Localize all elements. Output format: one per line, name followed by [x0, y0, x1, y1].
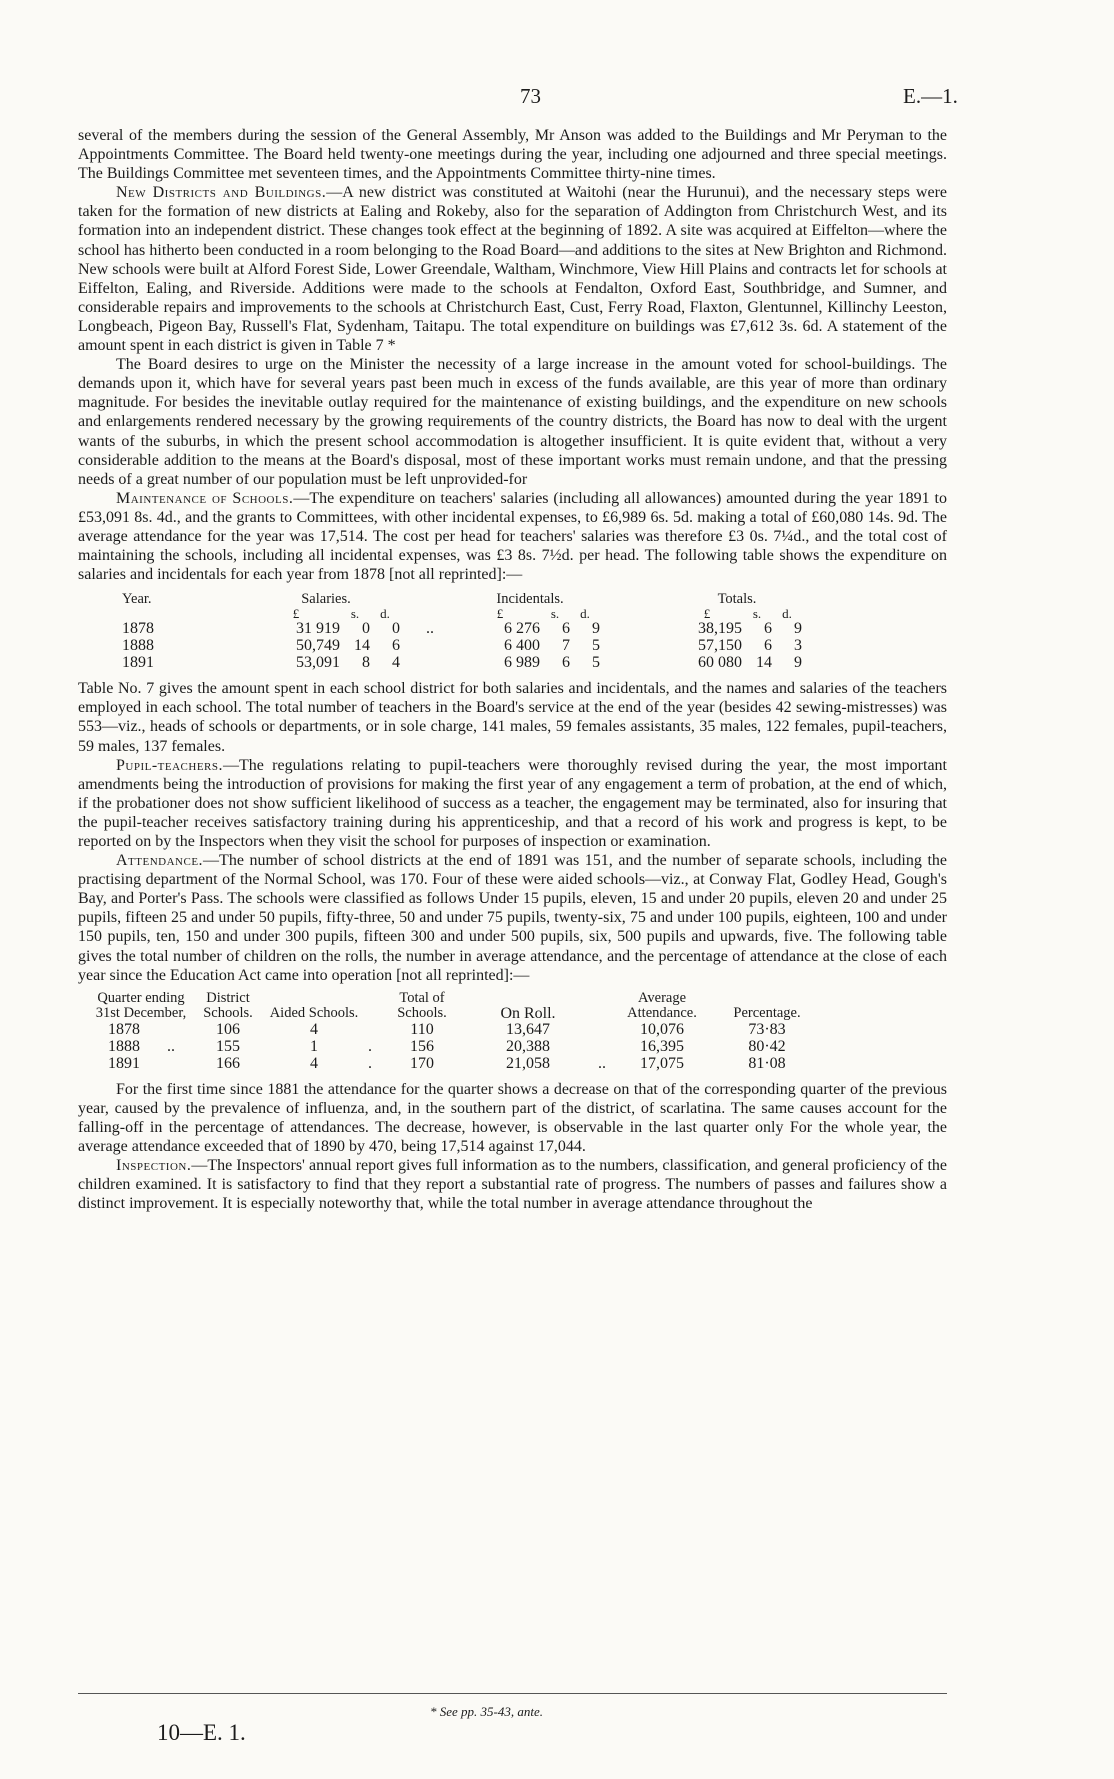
table-cell — [600, 654, 672, 671]
table-cell: . — [368, 1054, 372, 1072]
table-cell: 73·83 — [748, 1020, 786, 1038]
paragraph-pupil-teachers: Pupil-teachers.—The regulations relating to pupil-teachers were thoroughly revised during the year, the most important amendments being the introduction of provisions for making the first year of any engagement a term of probation, at the end of which, if the probationer does not show sufficient likelihood of success as a teacher, the engagement may be terminated, also for insuring that the pupil-teacher receives satisfactory training during his apprenticeship, and that a record of his work and progress is kept, to be reported on by the Inspectors when they visit the school for purposes of inspection or examination. — [78, 756, 947, 850]
table-cell: 5 — [592, 637, 600, 655]
table-cell: 20,388 — [506, 1037, 550, 1055]
table-cell: 6 989 — [504, 654, 540, 672]
table-cell — [592, 1021, 612, 1038]
body-text — [78, 126, 947, 1213]
table-cell: 0 — [362, 620, 370, 638]
table-cell: 8 — [362, 654, 370, 672]
table-cell: 60 080 — [698, 654, 742, 672]
table-cell: 10,076 — [640, 1020, 684, 1038]
section-heading: New Districts and Buildings. — [116, 184, 327, 202]
table-cell: 38,195 — [698, 620, 742, 638]
table-cell: 1878 — [122, 620, 154, 638]
table-cell: 6 — [764, 620, 772, 638]
table-cell — [400, 637, 460, 654]
attendance-table — [94, 991, 822, 1072]
attendance-row — [94, 1021, 822, 1038]
page-number: 73 — [520, 84, 541, 108]
table-cell: 7 — [562, 637, 570, 655]
table-cell: 5 — [592, 654, 600, 672]
table-cell: 6 — [562, 654, 570, 672]
table-cell: 1888 — [122, 637, 154, 655]
table-cell: 106 — [216, 1020, 240, 1038]
table-cell: 156 — [410, 1037, 434, 1055]
paragraph-attendance-decrease: For the first time since 1881 the attendance for the quarter shows a decrease on that of the corresponding quarter of the previous year, caused by the prevalence of influenza, and, in the southern part of the district, of scarlatina. The same causes account for the falling-off in the percentage of attendances. The decrease, however, is observable in the last quarter only For the whole year, the average attendance exceeded that of 1890 by 470, being 17,514 against 17,044. — [78, 1080, 947, 1156]
table-cell: 13,647 — [506, 1020, 550, 1038]
paragraph-new-districts: New Districts and Buildings.—A new district was constituted at Waitohi (near the Hurunui), and the necessary steps were taken for the formation of new districts at Ealing and Rokeby, also for the separation of Addington from Christchurch West, and its formation into an independent district. These changes took effect at the beginning of 1892. A site was acquired at Eiffelton—where the school has hitherto been conducted in a room belonging to the Road Board—and additions to the sites at New Brighton and Richmond. New schools were built at Alford Forest Side, Lower Greendale, Waltham, Winchmore, View Hill Plains and contracts let for schools at Eiffelton, Ealing, and Riverside. Additions were made to the schools at Fendalton, Oxford East, Southbridge, and Sumner, and considerable repairs and improvements to the schools at Christchurch East, Cust, Ferry Road, Flaxton, Glentunnel, Killinchy Leeston, Longbeach, Pigeon Bay, Russell's Flat, Sydenham, Taitapu. The total expenditure on buildings was £7,612 3s. 6d. A statement of the amount spent in each district is given in Table 7 * — [78, 184, 948, 355]
table-cell: 9 — [592, 620, 600, 638]
section-heading: Attendance. — [116, 852, 204, 870]
table-cell — [600, 620, 672, 637]
table-cell: 50,749 — [296, 637, 340, 655]
table-cell — [592, 1038, 612, 1055]
section-heading: Pupil-teachers. — [116, 756, 224, 774]
table-cell: 1878 — [108, 1020, 140, 1038]
table-cell: 4 — [310, 1020, 318, 1038]
table-cell: 9 — [794, 654, 802, 672]
table-cell — [360, 1021, 380, 1038]
table-cell: 155 — [216, 1037, 240, 1055]
expenditure-header-row: Year. Salaries. Incidentals. Totals. — [122, 591, 757, 608]
table-cell: 4 — [310, 1054, 318, 1072]
footnote-rule — [78, 1693, 947, 1694]
table-cell: 14 — [354, 637, 370, 655]
table-cell: 17,075 — [640, 1054, 684, 1072]
table-cell: 6 276 — [504, 620, 540, 638]
table-cell: . — [368, 1037, 372, 1055]
table-cell — [400, 654, 460, 671]
table-cell: 1888 — [108, 1037, 140, 1055]
attendance-header-row: Quarter ending 31st December, District Schools. Aided Schools. Total of Schools. On Roll. Average Attendance. Percentage. — [95, 989, 801, 1022]
table-cell: 16,395 — [640, 1037, 684, 1055]
expenditure-units-row: £ s. d. £ s. d. £ s. d. — [292, 606, 792, 622]
table-cell: 6 — [392, 637, 400, 655]
table-cell — [600, 637, 672, 654]
paragraph-school-buildings: The Board desires to urge on the Minister the necessity of a large increase in the amount voted for school-buildings. The demands upon it, which have for several years past been much in excess of the funds available, are this year of more than ordinary magnitude. For besides the inevitable outlay required for the maintenance of existing buildings, and the expenditure on new schools and enlargements rendered necessary by the growing requirements of the country districts, the Board has now to deal with the urgent wants of the suburbs, in which the present school accommodation is altogether insufficient. It is quite evident that, without a very considerable addition to the means at the Board's disposal, most of these important works must remain undone, and that the pressing needs of a great number of our population must be left unprovided-for — [78, 356, 947, 488]
section-heading: Inspection. — [116, 1157, 192, 1175]
table-cell: 1 — [310, 1037, 318, 1055]
table-cell: .. — [167, 1037, 175, 1055]
table-cell: 6 — [764, 637, 772, 655]
footnote: * See pp. 35-43, ante. — [430, 1704, 544, 1719]
table-cell: 110 — [410, 1020, 434, 1038]
table-cell: 1891 — [122, 654, 154, 672]
table-cell: 170 — [410, 1054, 434, 1072]
expenditure-row — [122, 637, 802, 654]
expenditure-table — [122, 591, 802, 671]
table-cell: 6 400 — [504, 637, 540, 655]
table-cell: 31 919 — [296, 620, 340, 638]
attendance-row — [94, 1055, 822, 1072]
document-reference: E.—1. — [903, 84, 958, 108]
expenditure-row — [122, 654, 802, 671]
table-cell: 14 — [756, 654, 772, 672]
table-cell — [154, 1055, 188, 1072]
table-cell: 6 — [562, 620, 570, 638]
table-cell: 3 — [794, 637, 802, 655]
paragraph-maintenance: Maintenance of Schools.—The expenditure on teachers' salaries (including all allowances) amounted during the year 1891 to £53,091 8s. 4d., and the grants to Committees, with other incidental expenses, to £6,989 6s. 5d. making a total of £60,080 14s. 9d. The average attendance for the year was 17,514. The cost per head for teachers' salaries was therefore £3 0s. 7¼d., and the total cost of maintaining the schools, including all incidental expenses, was £3 8s. 7½d. per head. The following table shows the expenditure on salaries and incidentals for each year from 1878 [not all reprinted]:— — [78, 489, 948, 584]
table-cell: 57,150 — [698, 637, 742, 655]
paragraph-inspection: Inspection.—The Inspectors' annual report gives full information as to the numbers, classification, and general proficiency of the children examined. It is satisfactory to find that they report a substantial rate of progress. The numbers of passes and failures show a distinct improvement. It is especially noteworthy that, while the total number in average attendance throughout the — [78, 1157, 947, 1213]
table-cell: 166 — [216, 1054, 240, 1072]
table-cell: 4 — [392, 654, 400, 672]
sheet-reference: 10—E. 1. — [157, 1720, 246, 1745]
expenditure-row — [122, 620, 802, 637]
table-cell: 0 — [392, 620, 400, 638]
paragraph-table-seven: Table No. 7 gives the amount spent in each school district for both salaries and incidentals, and the names and salaries of the teachers employed in each school. The total number of teachers in the Board's service at the end of the year (besides 42 sewing-mistresses) was 553—viz., heads of schools or departments, or in sole charge, 141 males, 59 females assistants, 35 males, 122 females, pupil-teachers, 59 males, 137 females. — [78, 680, 947, 755]
paragraph-committees: several of the members during the session of the General Assembly, Mr Anson was added to the Buildings and Mr Peryman to the Appointments Committee. The Board held twenty-one meetings during the year, including one adjourned and three special meetings. The Buildings Committee met seventeen times, and the Appointments Committee thirty-nine times. — [78, 127, 947, 183]
table-cell: 80·42 — [748, 1037, 786, 1055]
table-cell: 1891 — [108, 1054, 140, 1072]
table-cell: 21,058 — [506, 1054, 550, 1072]
section-heading: Maintenance of Schools. — [116, 489, 294, 507]
table-cell: 81·08 — [748, 1054, 786, 1072]
attendance-row — [94, 1038, 822, 1055]
paragraph-attendance: Attendance.—The number of school districts at the end of 1891 was 151, and the number of separate schools, including the practising department of the Normal School, was 170. Four of these were aided schools—viz., at Conway Flat, Godley Head, Gough's Bay, and Porter's Pass. The schools were classified as follows Under 15 pupils, eleven, 15 and under 20 pupils, eleven 20 and under 25 pupils, fifteen 25 and under 50 pupils, fifty-three, 50 and under 75 pupils, twenty-six, 75 and under 100 pupils, eighteen, 100 and under 150 pupils, ten, 150 and under 300 pupils, fifteen 300 and under 500 pupils, six, 500 pupils and upwards, five. The following table gives the total number of children on the rolls, the number in average attendance, and the percentage of attendance at the close of each year since the Education Act came into operation [not all reprinted]:— — [78, 852, 947, 984]
table-cell: .. — [426, 620, 434, 638]
table-cell: .. — [598, 1054, 606, 1072]
table-cell: 53,091 — [296, 654, 340, 672]
table-cell — [154, 1021, 188, 1038]
table-cell: 9 — [794, 620, 802, 638]
